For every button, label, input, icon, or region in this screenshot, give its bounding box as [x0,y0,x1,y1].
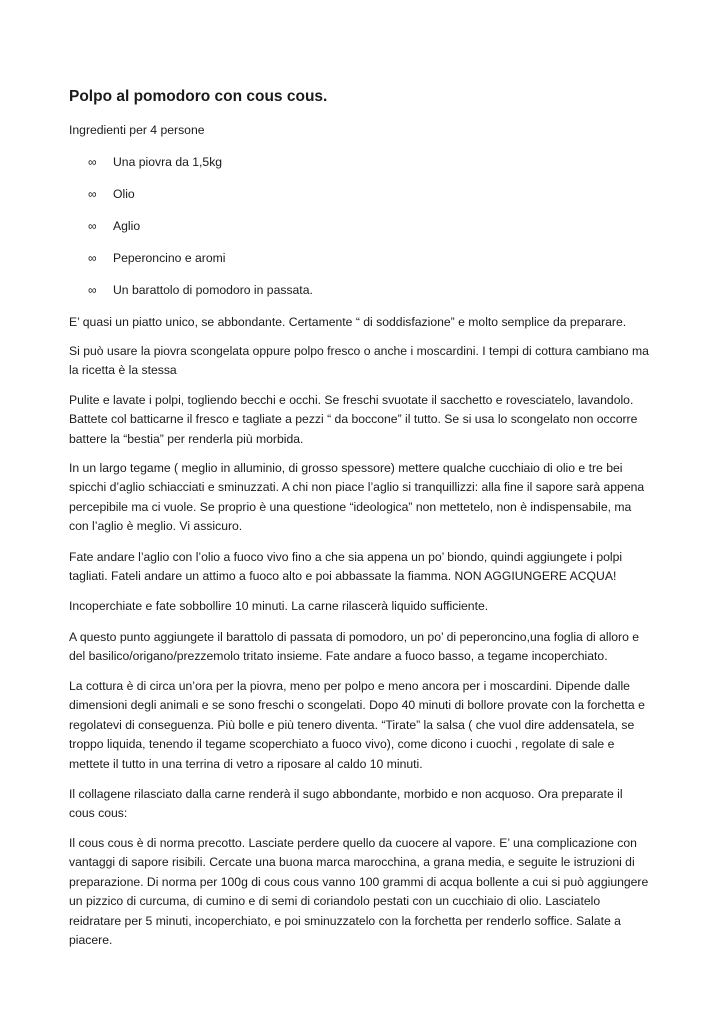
ingredients-heading: Ingredienti per 4 persone [69,123,205,137]
ingredient-label: Peperoncino e aromi [113,251,226,265]
ingredient-label: Una piovra da 1,5kg [113,155,223,169]
infinity-bullet-icon: ∞ [88,219,97,233]
list-item [88,185,135,204]
paragraph-octopus-choice: Si può usare la piovra scongelata oppure polpo fresco o anche i moscardini. I tempi di cottura cambiano ma la ricetta è la stessa [69,344,649,378]
paragraph-collagen: Il collagene rilasciato dalla carne renderà il sugo abbondante, morbido e non acquoso. Ora preparate il cous cous: [69,787,623,821]
list-item [88,217,140,236]
paragraph-cooking-time: La cottura è di circa un’ora per la piovra, meno per polpo e meno ancora per i moscardini. Dipende dalle dimensioni degli animali e se sono freschi o scongelati. Dopo 40 minuti di bollore provate con la forchetta e regolatevi di conseguenza. Più bolle e più tenero diventa. “Tirate” la salsa ( che vuol dire addensatela, se troppo liquida, tenendo il tegame scoperchiato a fuoco vivo), come dicono i cuochi , regolate di sale e mettete il tutto in una terrina di vetro a riposare al caldo 10 minuti. [69,679,645,771]
ingredient-label: Un barattolo di pomodoro in passata. [113,283,313,297]
infinity-bullet-icon: ∞ [88,155,97,169]
list-item [88,153,222,172]
ingredient-label: Olio [113,187,135,201]
infinity-bullet-icon: ∞ [88,187,97,201]
recipe-title: Polpo al pomodoro con cous cous. [69,88,328,105]
list-item [88,249,225,268]
infinity-bullet-icon: ∞ [88,283,97,297]
paragraph-garlic: In un largo tegame ( meglio in alluminio, di grosso spessore) mettere qualche cucchiaio di olio e tre bei spicchi d’aglio schiacciati e sminuzzati. A chi non piace l’aglio si tranquillizzi: alla fine il sapore sarà appena percepibile ma ci vuole. Se proprio è una questione “ideologica” non mettetelo, non è indispensabile, ma con l’aglio è meglio. Vi assicuro. [69,461,645,534]
infinity-bullet-icon: ∞ [88,251,97,265]
paragraph-tomato: A questo punto aggiungete il barattolo di passata di pomodoro, un po’ di peperoncino,una foglia di alloro e del basilico/origano/prezzemolo tritato insieme. Fate andare a fuoco basso, a tegame incoperchiato. [69,630,640,664]
paragraph-frying: Fate andare l’aglio con l’olio a fuoco vivo fino a che sia appena un po’ biondo, quindi aggiungete i polpi tagliati. Fateli andare un attimo a fuoco alto e poi abbassate la fiamma. NON AGGIUNGERE ACQUA! [69,550,623,584]
paragraph-cous-cous: Il cous cous è di norma precotto. Lasciate perdere quello da cuocere al vapore. E’ una complicazione con vantaggi di sapore risibili. Cercate una buona marca marocchina, a grana media, e seguite le istruzioni di preparazione. Di norma per 100g di cous cous vanno 100 grammi di acqua bollente a cui si può aggiungere un pizzico di curcuma, di cumino e di semi di coriandolo pestati con un cucchiaio di olio. Lasciatelo reidratare per 5 minuti, incoperchiato, e poi sminuzzatelo con la forchetta per renderlo soffice. Salate a piacere. [69,836,649,948]
paragraph-simmer: Incoperchiate e fate sobbollire 10 minuti. La carne rilascerà liquido sufficiente. [69,599,489,613]
ingredient-label: Aglio [113,219,141,233]
paragraph-intro: E’ quasi un piatto unico, se abbondante. Certamente “ di soddisfazione” e molto semplice da preparare. [69,315,627,329]
list-item [88,281,313,300]
paragraph-cleaning: Pulite e lavate i polpi, togliendo becchi e occhi. Se freschi svuotate il sacchetto e rovesciatelo, lavandolo. Battete col batticarne il fresco e tagliate a pezzi “ da boccone” il tutto. Se si usa lo scongelato non occorre battere la “bestia” per renderla più morbida. [69,393,638,446]
